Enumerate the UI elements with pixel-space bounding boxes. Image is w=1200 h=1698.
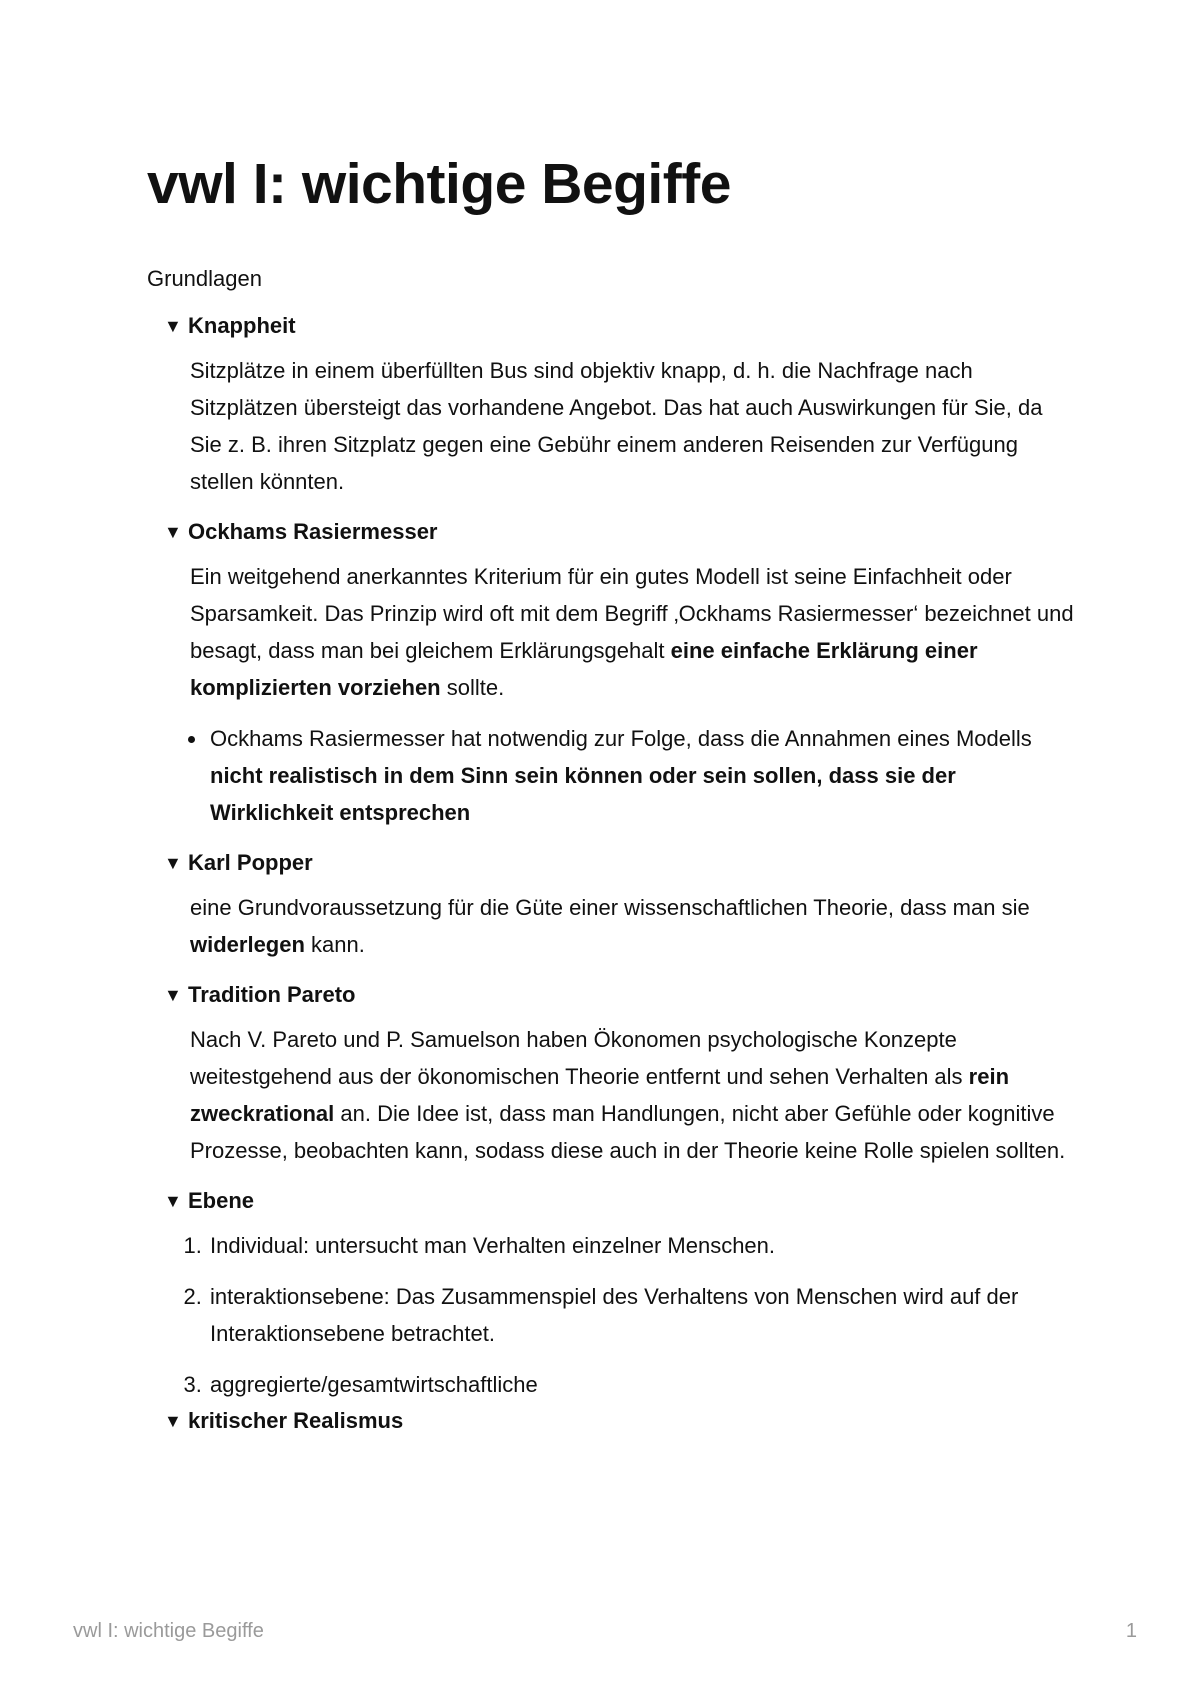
list-item	[208, 720, 1077, 831]
list-item: 3. aggregierte/gesamtwirtschaftliche	[208, 1366, 1077, 1403]
footer-title: vwl I: wichtige Begiffe	[73, 1620, 264, 1642]
toggle-header-ockham[interactable]	[164, 516, 1077, 548]
toggle-pareto	[164, 979, 1077, 1169]
toggle-body-knappheit	[190, 352, 1077, 500]
paragraph-text: kann.	[304, 932, 365, 957]
toggle-title: Knappheit	[188, 313, 296, 338]
toggle-header-knappheit[interactable]	[164, 310, 1077, 342]
triangle-down-icon[interactable]: ▼	[164, 853, 182, 873]
document-content	[147, 144, 1077, 1437]
toggle-title: Ockhams Rasiermesser	[188, 519, 438, 544]
bold-text: eine einfache Erklärung einer komplizierten vorziehen	[190, 638, 978, 700]
bold-text: nicht realistisch in dem Sinn sein können oder sein sollen, dass sie der Wirklichkeit entsprechen	[210, 763, 956, 825]
toggle-body-ebene	[164, 1227, 1077, 1403]
toggle-ockham	[164, 516, 1077, 831]
list-item-text: Ockhams Rasiermesser hat notwendig zur Folge, dass die Annahmen eines Modells	[210, 726, 1032, 751]
bold-text: widerlegen	[190, 932, 305, 957]
list-item: 2. interaktionsebene: Das Zusammenspiel des Verhaltens von Menschen wird auf der Interaktionsebene betrachtet.	[208, 1278, 1077, 1352]
numbered-list	[164, 1227, 1077, 1403]
toggle-popper	[164, 847, 1077, 963]
toggle-ebene	[164, 1185, 1077, 1403]
paragraph-text: eine Grundvoraussetzung für die Güte einer wissenschaftlichen Theorie, dass man sie	[190, 895, 1030, 920]
toggle-body-ockham	[190, 558, 1077, 706]
toggle-title: Ebene	[188, 1188, 255, 1213]
bold-text: rein zweckrational	[190, 1064, 1010, 1126]
bullet-list	[164, 720, 1077, 831]
triangle-down-icon[interactable]: ▼	[164, 1411, 182, 1431]
toggle-header-popper[interactable]	[164, 847, 1077, 879]
triangle-down-icon[interactable]: ▼	[164, 1191, 182, 1211]
paragraph: Sitzplätze in einem überfüllten Bus sind objektiv knapp, d. h. die Nachfrage nach Sitzplätzen übersteigt das vorhandene Angebot. Das hat auch Auswirkungen für Sie, da Sie z. B. ihren Sitzplatz gegen eine Gebühr einem anderen Reisenden zur Verfügung stellen könnten.	[190, 358, 1043, 494]
paragraph-text: an. Die Idee ist, dass man Handlungen, nicht aber Gefühle oder kognitive Prozesse, beobachten kann, sodass diese auch in der Theorie keine Rolle spielen sollten.	[190, 1101, 1066, 1163]
toggle-body-popper	[190, 889, 1077, 963]
toggle-title: kritischer Realismus	[188, 1408, 404, 1433]
paragraph	[190, 558, 1077, 706]
page-title: vwl I: wichtige Begiffe	[147, 152, 731, 216]
paragraph-text: Nach V. Pareto und P. Samuelson haben Ökonomen psychologische Konzepte weitestgehend aus der ökonomischen Theorie entfernt und sehen Verhalten als	[190, 1027, 969, 1089]
toggle-header-ebene[interactable]	[164, 1185, 1077, 1217]
paragraph	[190, 889, 1077, 963]
triangle-down-icon[interactable]: ▼	[164, 316, 182, 336]
toggle-header-realismus[interactable]	[164, 1405, 1077, 1437]
list-item: 1. Individual: untersucht man Verhalten einzelner Menschen.	[208, 1227, 1077, 1264]
triangle-down-icon[interactable]: ▼	[164, 985, 182, 1005]
toggle-body-pareto	[190, 1021, 1077, 1169]
toggle-header-pareto[interactable]	[164, 979, 1077, 1011]
triangle-down-icon[interactable]: ▼	[164, 522, 182, 542]
paragraph-text: sollte.	[440, 675, 505, 700]
page-number: 1	[1125, 1620, 1137, 1642]
section-label: Grundlagen	[147, 266, 262, 291]
toggle-realismus	[164, 1405, 1077, 1437]
paragraph-text: Ein weitgehend anerkanntes Kriterium für ein gutes Modell ist seine Einfachheit oder Sparsamkeit. Das Prinzip wird oft mit dem Begriff ‚Ockhams Rasiermesser‘ bezeichnet und besagt, dass man bei gleichem Erklärungsgehalt	[190, 564, 1074, 663]
toggle-knappheit	[164, 310, 1077, 500]
paragraph	[190, 1021, 1077, 1169]
toggle-title: Tradition Pareto	[188, 982, 356, 1007]
toggle-title: Karl Popper	[188, 850, 313, 875]
